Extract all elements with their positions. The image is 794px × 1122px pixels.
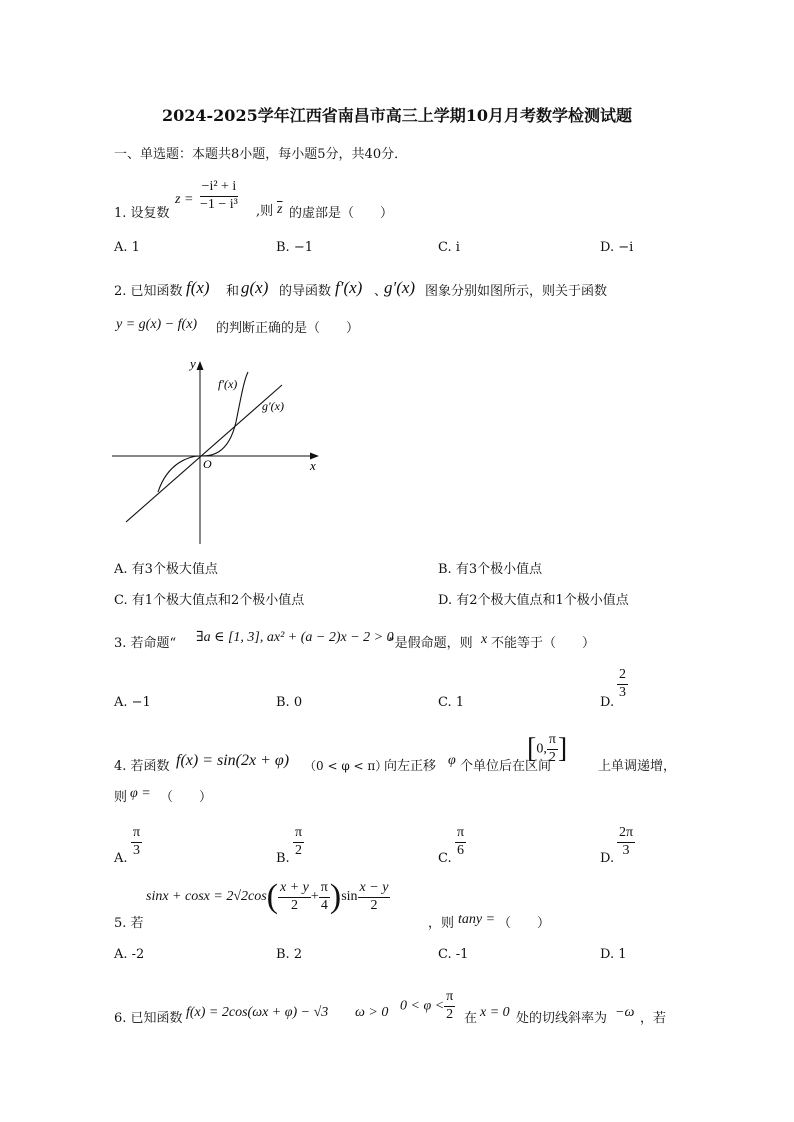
q3-option-b: B. 0: [276, 695, 303, 710]
q4-interval: [0, $\frac{\pi}{2}$ ]: [527, 732, 568, 765]
q1-option-a: A. 1: [114, 240, 140, 255]
q5-f1-num: x + y: [278, 881, 311, 898]
q6-cond: [400, 990, 455, 1022]
q3-d-denominator: 3: [619, 684, 626, 700]
q6-cond-den: 2: [446, 1006, 454, 1022]
x-label: x: [310, 458, 316, 473]
q5-option-d: D. 1: [600, 947, 627, 962]
q2-option-b: B. 有3个极小值点: [438, 562, 543, 577]
q6-mid: 在: [464, 1011, 478, 1026]
q4-tail: 上单调递增，: [598, 759, 677, 774]
q4-c-den: 6: [457, 842, 465, 858]
q5-expr: sinx + cosx = 2√2cos( $\frac{x + y}{2}$ + $\frac{\pi}{4}$ )sin $\frac{x - y}{2}$: [146, 878, 389, 915]
q5-head: 5. 若: [114, 916, 144, 931]
q4-cond: （0 < φ < π）: [304, 759, 388, 773]
q3-option-d: D.: [600, 695, 615, 710]
q2-option-a: A. 有3个极大值点: [114, 562, 218, 577]
q5-expr-lhs: sinx + cosx = 2√2cos: [146, 889, 267, 905]
q4-a-den: 3: [133, 842, 141, 858]
q1-after: ,则: [256, 204, 274, 219]
q1-option-b: B. −1: [276, 240, 313, 255]
q2-gx: g(x): [241, 278, 269, 297]
q4-c-num: π: [455, 826, 466, 843]
q5-blank: （ ）: [498, 916, 551, 931]
q2-end: 图象分别如图所示，则关于函数: [425, 284, 608, 299]
q5-f3-num: x − y: [358, 881, 391, 898]
q2-fx: f(x): [186, 278, 210, 297]
q5-f2-num: π: [319, 881, 330, 898]
q4-interval-den: 2: [548, 749, 556, 765]
q4-blank: （ ）: [160, 790, 213, 805]
q2-graph: [110, 352, 330, 548]
origin-label: O: [203, 457, 212, 471]
q3-tail2: 不能等于（ ）: [491, 636, 596, 651]
q3-option-d-fraction: [617, 668, 628, 700]
q1-numerator: −i² + i: [200, 180, 239, 197]
q4-expr: f(x) = sin(2x + φ): [176, 752, 290, 769]
q4-d-den: 3: [622, 842, 630, 858]
q6-slope: −ω: [615, 1005, 635, 1020]
q4-option-d-frac: [617, 826, 635, 858]
q4-mid2: 个单位后在区间: [460, 759, 552, 774]
q4-option-d-label: D.: [600, 851, 615, 866]
y-label: y: [190, 356, 196, 371]
q4-option-a-label: A.: [114, 851, 128, 866]
q4-option-a-frac: [131, 826, 142, 858]
q4-option-b-frac: [293, 826, 304, 858]
q2-mid: 的导函数: [279, 284, 332, 299]
q5-f2-den: 4: [320, 897, 328, 913]
q4-option-c-label: C.: [438, 851, 452, 866]
q6-cond-lhs: 0 < φ <: [400, 998, 445, 1014]
q6-expr: f(x) = 2cos(ωx + φ) − √3: [186, 1005, 329, 1020]
q5-option-b: B. 2: [276, 947, 303, 962]
q5-then: ，则: [428, 916, 455, 931]
q2-dun: 、: [374, 284, 388, 299]
q3-expr: ∃a ∈ [1, 3], ax² + (a − 2)x − 2 > 0: [196, 630, 394, 645]
q4-b-den: 2: [295, 842, 303, 858]
q4-b-num: π: [293, 826, 304, 843]
q6-head: 6. 已知函数: [114, 1011, 183, 1026]
q2-he: 和: [226, 284, 240, 299]
q1-option-c: C. i: [438, 240, 460, 255]
q4-phi: φ: [448, 753, 456, 768]
q3-head: 3. 若命题“: [114, 636, 177, 651]
q4-interval-start: 0,: [536, 741, 547, 757]
q4-head: 4. 若函数: [114, 759, 170, 774]
q2-line1-start: 2. 已知函数: [114, 284, 183, 299]
q3-x: x: [481, 632, 488, 647]
q6-tail: ，若: [640, 1011, 667, 1026]
q3-d-numerator: 2: [617, 668, 628, 685]
q1-zbar: $\overline{z}$: [277, 202, 283, 217]
q5-tany: tany =: [458, 912, 496, 927]
q6-x0: x = 0: [480, 1005, 510, 1020]
q6-omega: ω > 0: [355, 1005, 389, 1020]
g-prime-label: g′(x): [262, 399, 284, 413]
q2-option-d: D. 有2个极大值点和1个极小值点: [438, 593, 629, 608]
q5-f3-den: 2: [370, 897, 378, 913]
section-heading: 一、单选题：本题共8小题，每小题5分，共40分．: [114, 147, 408, 162]
q2-line2-tail: 的判断正确的是（ ）: [216, 321, 360, 336]
q4-option-b-label: B.: [276, 851, 290, 866]
q1-z-eq: z =: [175, 192, 194, 207]
q2-line2-expr: y = g(x) − f(x): [116, 317, 198, 332]
q1-option-d: D. −i: [600, 240, 634, 255]
q2-fpx: f′(x): [335, 278, 363, 297]
q2-gpx: g′(x): [384, 278, 416, 297]
q4-interval-num: π: [547, 733, 558, 750]
y-axis-arrow: [197, 361, 204, 370]
q1-tail: 的虚部是（ ）: [289, 206, 394, 221]
q4-line2: 则: [114, 790, 128, 805]
q2-option-c: C. 有1个极大值点和2个极小值点: [114, 593, 305, 608]
q4-phi-eq: φ =: [130, 786, 151, 801]
f-prime-label: f′(x): [218, 377, 238, 391]
q3-option-c: C. 1: [438, 695, 465, 710]
q1-fraction: [198, 180, 240, 212]
q4-a-num: π: [131, 826, 142, 843]
q6-mid2: 处的切线斜率为: [516, 1011, 608, 1026]
q3-option-a: A. −1: [114, 695, 151, 710]
q6-cond-num: π: [444, 990, 455, 1007]
g-prime-line: [126, 385, 282, 522]
q4-d-num: 2π: [617, 826, 635, 843]
page-title: 2024-2025学年江西省南昌市高三上学期10月月考数学检测试题: [162, 106, 632, 125]
q5-f1-den: 2: [290, 897, 298, 913]
q5-option-a: A. -2: [114, 947, 145, 962]
q4-option-c-frac: [455, 826, 466, 858]
q3-tail: ”是假命题，则: [388, 636, 473, 651]
q5-sin: sin: [341, 889, 358, 905]
q5-plus: +: [310, 889, 319, 905]
q4-mid: 向左正移: [384, 759, 437, 774]
q5-option-c: C. -1: [438, 947, 469, 962]
q1-number: 1. 设复数: [114, 206, 170, 221]
q1-denominator: −1 − i³: [200, 196, 238, 212]
